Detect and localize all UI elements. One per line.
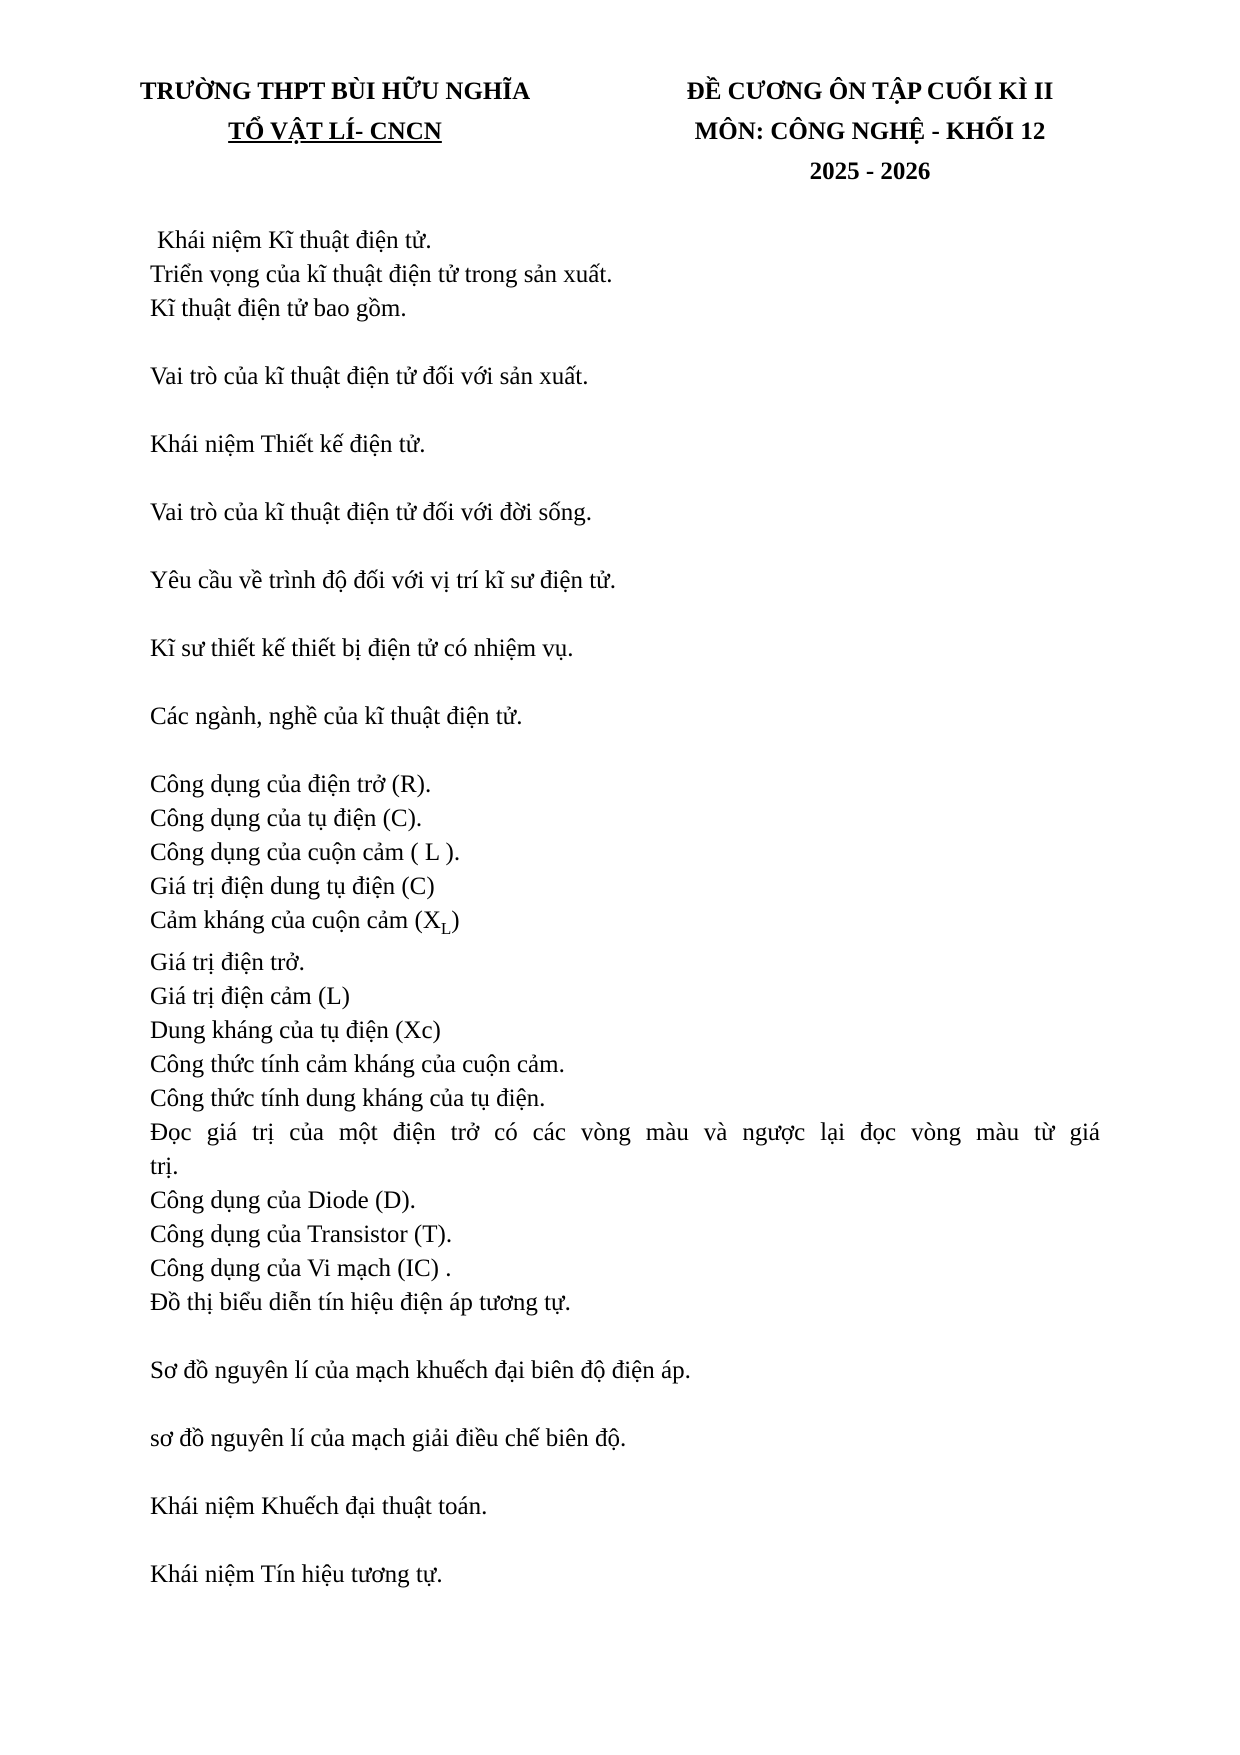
outline-item: Đọc giá trị của một điện trở có các vòng màu và ngược lại đọc vòng màu từ giá: [150, 1119, 1100, 1146]
outline-body: [150, 224, 1100, 1592]
outline-item: Triển vọng của kĩ thuật điện tử trong sản xuất.: [150, 261, 613, 288]
outline-item: Công dụng của Vi mạch (IC) .: [150, 1255, 452, 1282]
outline-item: Khái niệm Kĩ thuật điện tử.: [157, 227, 432, 254]
outline-item: Đồ thị biểu diễn tín hiệu điện áp tương tự.: [150, 1289, 571, 1316]
outline-item: Giá trị điện dung tụ điện (C): [150, 873, 435, 900]
outline-item: Giá trị điện cảm (L): [150, 983, 350, 1010]
outline-item: Vai trò của kĩ thuật điện tử đối với sản xuất.: [150, 363, 589, 390]
spacer: [150, 598, 1100, 632]
outline-item: Công dụng của điện trở (R).: [150, 771, 432, 798]
outline-item: Vai trò của kĩ thuật điện tử đối với đời sống.: [150, 499, 593, 526]
subscript-l: L: [440, 919, 452, 938]
closing-paren: ): [451, 907, 460, 934]
school-name: TRƯỜNG THPT BÙI HỮU NGHĨA: [139, 78, 531, 105]
spacer: [150, 666, 1100, 700]
outline-item: Khái niệm Thiết kế điện tử.: [150, 431, 426, 458]
outline-item: Yêu cầu về trình độ đối với vị trí kĩ sư điện tử.: [150, 567, 616, 594]
spacer: [150, 1320, 1100, 1354]
spacer: [150, 326, 1100, 360]
outline-item: Công dụng của tụ điện (C).: [150, 805, 423, 832]
outline-item: sơ đồ nguyên lí của mạch giải điều chế biên độ.: [150, 1425, 627, 1452]
header-title-block: [640, 72, 1100, 192]
outline-item: Sơ đồ nguyên lí của mạch khuếch đại biên độ điện áp.: [150, 1357, 691, 1384]
department-name: TỔ VẬT LÍ- CNCN: [228, 118, 442, 145]
outline-item: Khái niệm Khuếch đại thuật toán.: [150, 1493, 488, 1520]
outline-item: Công dụng của Diode (D).: [150, 1187, 416, 1214]
outline-item: [150, 904, 1100, 946]
outline-item: Công dụng của Transistor (T).: [150, 1221, 453, 1248]
header-school-block: [90, 72, 580, 152]
outline-item: Dung kháng của tụ điện (Xc): [150, 1017, 441, 1044]
outline-item: Công dụng của cuộn cảm ( L ).: [150, 839, 461, 866]
outline-item: trị.: [150, 1153, 179, 1180]
spacer: [150, 462, 1100, 496]
spacer: [150, 1524, 1100, 1558]
spacer: [150, 530, 1100, 564]
outline-item: Giá trị điện trở.: [150, 949, 305, 976]
outline-item: Kĩ thuật điện tử bao gồm.: [150, 295, 407, 322]
outline-item: Công thức tính cảm kháng của cuộn cảm.: [150, 1051, 565, 1078]
outline-item: Các ngành, nghề của kĩ thuật điện tử.: [150, 703, 523, 730]
spacer: [150, 1456, 1100, 1490]
spacer: [150, 1388, 1100, 1422]
school-year: 2025 - 2026: [809, 158, 931, 185]
document-title: ĐỀ CƯƠNG ÔN TẬP CUỐI KÌ II: [686, 78, 1054, 105]
subject-line: MÔN: CÔNG NGHỆ - KHỐI 12: [694, 118, 1046, 145]
spacer: [150, 734, 1100, 768]
spacer: [150, 394, 1100, 428]
outline-item: Kĩ sư thiết kế thiết bị điện tử có nhiệm vụ.: [150, 635, 574, 662]
inductive-reactance-text: Cảm kháng của cuộn cảm (X: [150, 907, 441, 934]
outline-item: Công thức tính dung kháng của tụ điện.: [150, 1085, 546, 1112]
outline-item: Khái niệm Tín hiệu tương tự.: [150, 1561, 443, 1588]
